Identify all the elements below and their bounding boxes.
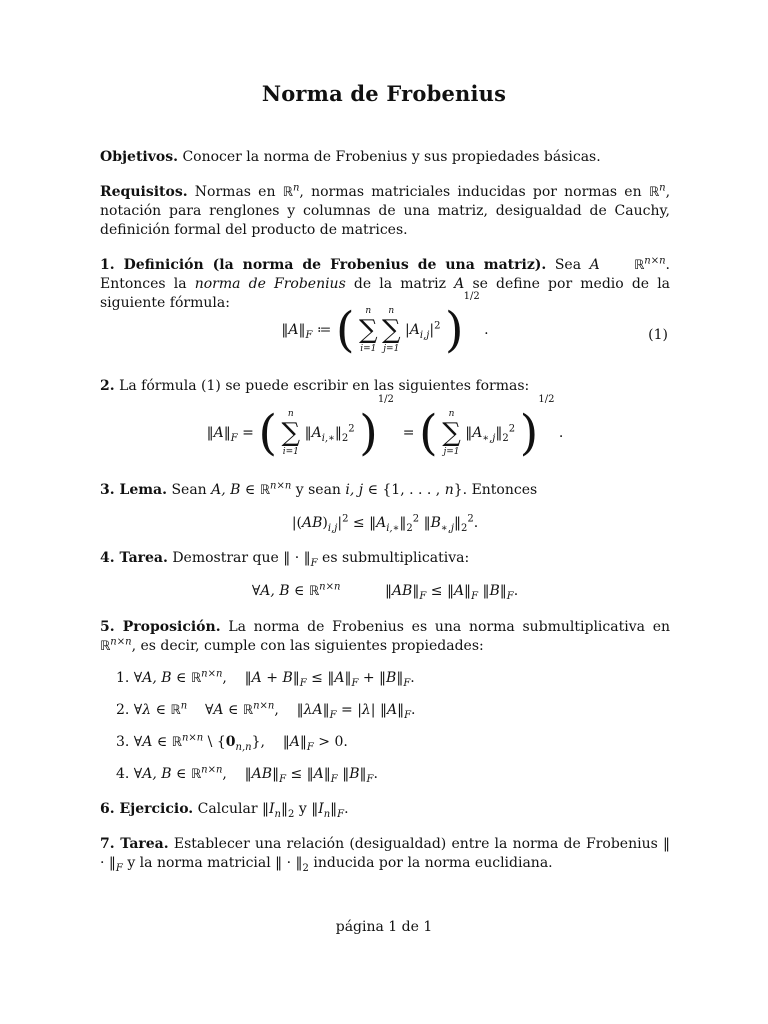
definicion-text-c: de la matriz xyxy=(353,276,447,292)
list-item-number: 2. xyxy=(116,702,130,718)
requisitos-paragraph: Requisitos. Normas en ℝ$^n$, normas matriciales inducidas por normas en ℝ$^n$, notación para renglones y columnas de una matriz, desigualdad de Cauchy, definición formal del producto de matrices. xyxy=(100,182,671,238)
list-item-number: 4. xyxy=(116,766,130,782)
ejercicio-text-b: y xyxy=(298,801,307,817)
objetivos-text: Conocer la norma de Frobenius y sus propiedades básicas. xyxy=(182,149,601,165)
objetivos-paragraph xyxy=(100,148,670,167)
equation-1: $‖A‖_F$ ≔ ( n ∑ i=1 n ∑ j=1 $|A_{i,j}|^2$ )$^{1/2}$ . xyxy=(281,291,489,358)
ejercicio-paragraph: 6. Ejercicio. Calcular $‖I_n‖_2$ y $‖I_n‖_F$. xyxy=(100,801,349,820)
page-title: Norma de Frobenius xyxy=(261,81,507,106)
list-item-number: 3. xyxy=(116,734,130,750)
tarea-7-text-c: inducida por la norma euclidiana. xyxy=(313,855,553,871)
tarea-4-paragraph: 4. Tarea. Demostrar que ‖ · $‖_F$ es submultiplicativa: xyxy=(100,550,470,569)
definicion-text-b: . Entonces la xyxy=(100,257,670,292)
tarea-7-text-b: y la norma matricial xyxy=(127,855,271,871)
proposicion-paragraph: 5. Proposición. La norma de Frobenius es una norma submultiplicativa en ℝ$^{n\times n}$, es decir, cumple con las siguientes propiedades: xyxy=(100,619,670,654)
lema-text-a: Sean xyxy=(171,482,207,498)
definicion-paragraph: 1. Definición (la norma de Frobenius de una matriz). Sea A ℝ$^{n\times n}$. Entonces la norma de Frobenius de la matriz A se define por medio de la siguiente fórmula: xyxy=(100,255,671,311)
list-item: 4. ∀A, B ∈ ℝ$^{n\times n}$, $‖AB‖_F$ ≤ $‖A‖_F$ $‖B‖_F$. xyxy=(116,764,378,785)
proposicion-text-b: , es decir, cumple con las siguientes propiedades: xyxy=(131,638,484,654)
definicion-text-a: Sea xyxy=(554,257,582,273)
proposicion-label: 5. Proposición. xyxy=(100,619,221,635)
tarea-7-label: 7. Tarea. xyxy=(100,836,169,852)
formas-text: La fórmula (1) se puede escribir en las siguientes formas: xyxy=(119,378,530,394)
tarea-4-text-a: Demostrar que xyxy=(172,550,279,566)
equation-1-number: (1) xyxy=(648,327,668,343)
requisitos-text-b: , normas matriciales inducidas por normas en xyxy=(299,184,642,200)
tarea-7-text-a: Establecer una relación (desigualdad) entre la norma de Frobenius xyxy=(173,836,658,852)
list-item: 3. ∀A ∈ ℝ$^{n\times n}$ \ $\{0_{n,n}\}$, $‖A‖_F > 0$. xyxy=(116,732,348,753)
requisitos-text-a: Normas en xyxy=(194,184,276,200)
page-footer: página 1 de 1 xyxy=(335,919,433,935)
ejercicio-label: 6. Ejercicio. xyxy=(100,801,194,817)
tarea-4-text-b: es submultiplicativa: xyxy=(322,550,470,566)
tarea-7-paragraph: 7. Tarea. Establecer una relación (desigualdad) entre la norma de Frobenius ‖ · $‖_F$ y la norma matricial ‖ · $‖_2$ inducida por la norma euclidiana. xyxy=(100,836,671,874)
tarea-4-equation: ∀A, B ∈ ℝ$^{n\times n}$ $‖AB‖_F$ ≤ $‖A‖_F$ $‖B‖_F$. xyxy=(251,581,519,602)
requisitos-label: Requisitos. xyxy=(100,184,188,200)
equation-2: $‖A‖_F$ = ( n ∑ i=1 $‖A_{i,∗}‖_2^2$ )$^{1/2}$ = ( n ∑ j=1 $‖A_{∗,j}‖_2^2$ )$^{1/2}$ . xyxy=(206,394,564,461)
list-item-number: 1. xyxy=(116,670,130,686)
requisitos-text-c: , notación para renglones y columnas de una matriz, desigualdad de Cauchy, definición formal del producto de matrices. xyxy=(100,184,671,238)
lema-label: 3. Lema. xyxy=(100,482,167,498)
lema-equation: $|(AB)_{i,j}|^2$ ≤ $‖A_{i,∗}‖_2^2$ $‖B_{∗,j}‖_2^2$. xyxy=(291,513,479,534)
list-item: 2. ∀λ ∈ ℝ$^n$ ∀A ∈ ℝ$^{n\times n}$, $‖\lambda A‖_F = |\lambda|$ $‖A‖_F$. xyxy=(116,700,416,721)
lema-paragraph: 3. Lema. Sean A, B ∈ ℝ$^{n\times n}$ y sean i, j ∈ {1, . . . , n}. Entonces xyxy=(100,480,538,498)
formas-label: 2. xyxy=(100,378,115,394)
ejercicio-text-a: Calcular xyxy=(197,801,258,817)
definicion-text-d: se define por medio de la siguiente fórmula: xyxy=(100,276,671,311)
definicion-label: 1. Definición (la norma de Frobenius de una matriz). xyxy=(100,257,547,273)
tarea-4-label: 4. Tarea. xyxy=(100,550,168,566)
list-item: 1. ∀A, B ∈ ℝ$^{n\times n}$, ‖A + $B‖_F$ ≤ $‖A‖_F$ + $‖B‖_F$. xyxy=(116,668,415,689)
objetivos-label: Objetivos. xyxy=(100,149,178,165)
lema-text-b: y sean xyxy=(295,482,341,498)
proposicion-text-a: La norma de Frobenius es una norma submultiplicativa en xyxy=(228,619,670,635)
definicion-emph: norma de Frobenius xyxy=(194,276,346,292)
lema-text-c: . Entonces xyxy=(462,482,538,498)
